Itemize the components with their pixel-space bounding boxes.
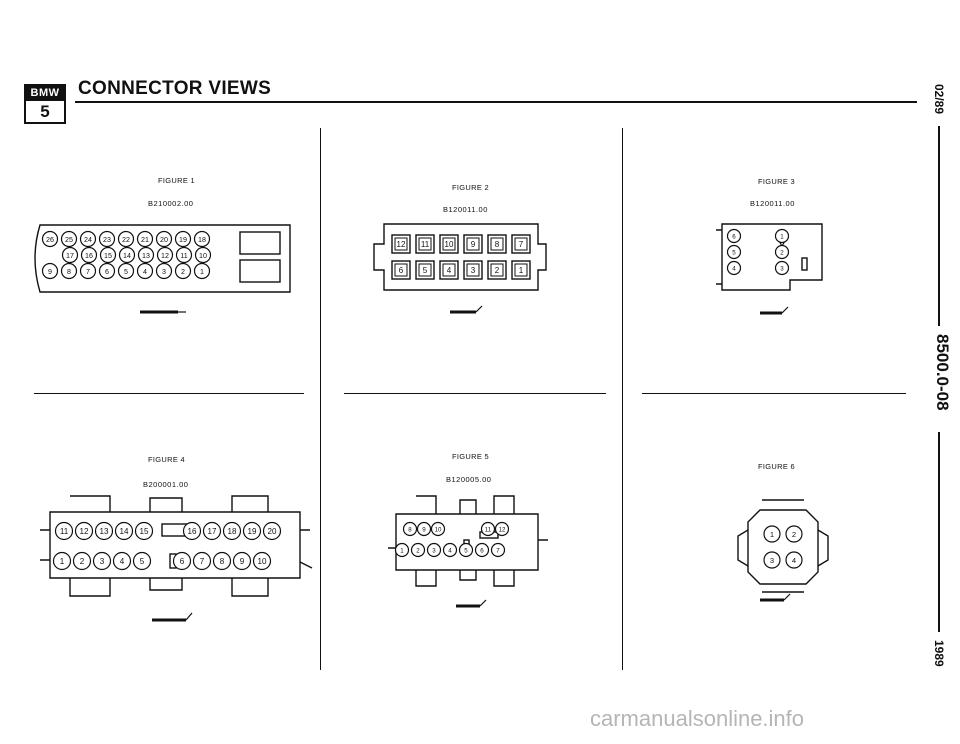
figure-4-pin-10 — [254, 553, 271, 570]
figure-2-connector — [374, 224, 546, 290]
figure-1-pin-6 — [100, 264, 115, 279]
svg-text:13: 13 — [99, 527, 109, 537]
svg-text:17: 17 — [207, 527, 217, 537]
svg-text:19: 19 — [247, 527, 257, 537]
figure-1-pin-17 — [63, 248, 78, 263]
figure-4-pin-16 — [184, 523, 201, 540]
figure-4-pin-2 — [74, 553, 91, 570]
svg-text:12: 12 — [498, 526, 506, 534]
svg-text:2: 2 — [780, 249, 784, 257]
svg-text:9: 9 — [422, 526, 426, 534]
svg-text:2: 2 — [791, 530, 797, 540]
figure-5-pin-2 — [412, 544, 425, 557]
figure-1-pin-22 — [119, 232, 134, 247]
figure-1-pin-2 — [176, 264, 191, 279]
figure-2-label: FIGURE 2 — [452, 183, 489, 192]
svg-text:16: 16 — [187, 527, 197, 537]
svg-text:11: 11 — [180, 251, 188, 260]
page-title: CONNECTOR VIEWS — [78, 78, 272, 99]
figure-4-pin-19 — [244, 523, 261, 540]
svg-text:6: 6 — [179, 557, 185, 567]
figure-4-pin-17 — [204, 523, 221, 540]
figure-1-pin-5 — [119, 264, 134, 279]
figure-1-pin-15 — [101, 248, 116, 263]
figure-1-pin-18 — [195, 232, 210, 247]
figure-4-code: B200001.00 — [143, 480, 189, 489]
svg-text:10: 10 — [434, 526, 442, 534]
figure-4-pin-8 — [214, 553, 231, 570]
svg-text:16: 16 — [85, 251, 93, 260]
svg-text:3: 3 — [99, 557, 105, 567]
figure-5-pin-6 — [476, 544, 489, 557]
svg-text:25: 25 — [65, 235, 73, 244]
svg-text:5: 5 — [422, 266, 428, 275]
figure-1-pin-23 — [100, 232, 115, 247]
figure-2-code: B120011.00 — [443, 205, 488, 214]
svg-text:5: 5 — [124, 267, 128, 276]
figure-1-pin-3 — [157, 264, 172, 279]
figure-1-pin-10 — [196, 248, 211, 263]
figure-3-pin-6 — [728, 230, 741, 243]
figure-5-pin-10 — [432, 523, 445, 536]
svg-text:20: 20 — [267, 527, 277, 537]
svg-text:9: 9 — [239, 557, 245, 567]
figure-6-connector — [738, 500, 828, 592]
figure-1-pin-12 — [158, 248, 173, 263]
svg-text:17: 17 — [66, 251, 74, 260]
svg-text:4: 4 — [119, 557, 125, 567]
svg-text:1: 1 — [780, 233, 784, 241]
svg-text:7: 7 — [518, 240, 524, 249]
svg-text:14: 14 — [123, 251, 131, 260]
figure-1-pin-21 — [138, 232, 153, 247]
figure-2-pin-7 — [512, 235, 530, 253]
svg-text:6: 6 — [398, 266, 404, 275]
margin-doc-number: 8500.0-08 — [933, 334, 952, 411]
figure-4-pin-11 — [56, 523, 73, 540]
figure-1-pin-20 — [157, 232, 172, 247]
logo-series: 5 — [40, 102, 50, 121]
figure-1-pin-4 — [138, 264, 153, 279]
svg-text:18: 18 — [227, 527, 237, 537]
svg-text:1: 1 — [400, 547, 404, 555]
figure-6-pin-4 — [786, 552, 802, 568]
figure-5-label: FIGURE 5 — [452, 452, 489, 461]
connector-pins — [43, 230, 803, 570]
svg-text:3: 3 — [432, 547, 436, 555]
figure-2-pin-11 — [416, 235, 434, 253]
svg-text:3: 3 — [780, 265, 784, 273]
svg-text:4: 4 — [143, 267, 147, 276]
figure-3-pin-4 — [728, 262, 741, 275]
svg-text:5: 5 — [732, 249, 736, 257]
svg-text:8: 8 — [67, 267, 71, 276]
figure-3-pin-5 — [728, 246, 741, 259]
figure-1-pin-11 — [177, 248, 192, 263]
logo-brand: BMW — [26, 86, 64, 101]
svg-text:21: 21 — [141, 235, 149, 244]
svg-text:2: 2 — [416, 547, 420, 555]
figure-6-label: FIGURE 6 — [758, 462, 795, 471]
svg-text:7: 7 — [86, 267, 90, 276]
figure-2-pin-3 — [464, 261, 482, 279]
figure-4-pin-14 — [116, 523, 133, 540]
figure-1-pin-14 — [120, 248, 135, 263]
svg-text:11: 11 — [484, 526, 492, 534]
figure-1-pin-7 — [81, 264, 96, 279]
figure-4-pin-18 — [224, 523, 241, 540]
figure-1-pin-16 — [82, 248, 97, 263]
svg-text:4: 4 — [448, 547, 452, 555]
svg-text:11: 11 — [420, 240, 430, 249]
figure-4-label: FIGURE 4 — [148, 455, 185, 464]
svg-text:1: 1 — [59, 557, 65, 567]
figure-5-pin-5 — [460, 544, 473, 557]
svg-text:26: 26 — [46, 235, 54, 244]
svg-text:12: 12 — [396, 240, 406, 249]
figure-4-pin-12 — [76, 523, 93, 540]
figure-4-pin-20 — [264, 523, 281, 540]
figure-3-label: FIGURE 3 — [758, 177, 795, 186]
svg-text:15: 15 — [139, 527, 149, 537]
figure-1-code: B210002.00 — [148, 199, 194, 208]
figure-4-pin-4 — [114, 553, 131, 570]
figure-1-pin-13 — [139, 248, 154, 263]
svg-text:6: 6 — [105, 267, 109, 276]
figure-2-pin-12 — [392, 235, 410, 253]
figure-4-pin-6 — [174, 553, 191, 570]
svg-text:18: 18 — [198, 235, 206, 244]
figure-2-pin-2 — [488, 261, 506, 279]
figure-5-pin-11 — [482, 523, 495, 536]
svg-text:24: 24 — [84, 235, 92, 244]
figure-2-pin-6 — [392, 261, 410, 279]
watermark: carmanualsonline.info — [590, 706, 805, 731]
figure-5-pin-7 — [492, 544, 505, 557]
svg-text:7: 7 — [496, 547, 500, 555]
svg-text:12: 12 — [161, 251, 169, 260]
svg-text:15: 15 — [104, 251, 112, 260]
svg-text:2: 2 — [181, 267, 185, 276]
figure-2-pin-9 — [464, 235, 482, 253]
svg-text:8: 8 — [219, 557, 225, 567]
svg-text:19: 19 — [179, 235, 187, 244]
svg-text:10: 10 — [257, 557, 267, 567]
svg-text:5: 5 — [464, 547, 468, 555]
svg-text:9: 9 — [470, 240, 476, 249]
svg-text:2: 2 — [494, 266, 500, 275]
svg-text:6: 6 — [480, 547, 484, 555]
figure-2-pin-10 — [440, 235, 458, 253]
figure-5-code: B120005.00 — [446, 475, 492, 484]
figure-4-pin-15 — [136, 523, 153, 540]
figure-1-pin-9 — [43, 264, 58, 279]
figure-4-pin-13 — [96, 523, 113, 540]
figure-5-pin-12 — [496, 523, 509, 536]
figure-1-pin-19 — [176, 232, 191, 247]
svg-text:4: 4 — [446, 266, 452, 275]
svg-text:8: 8 — [408, 526, 412, 534]
figure-6-pin-3 — [764, 552, 780, 568]
figure-1-pin-8 — [62, 264, 77, 279]
figure-5-pin-8 — [404, 523, 417, 536]
svg-text:14: 14 — [119, 527, 129, 537]
figure-3-code: B120011.00 — [750, 199, 795, 208]
figure-5-connector — [388, 496, 548, 586]
svg-text:20: 20 — [160, 235, 168, 244]
figure-3-pin-3 — [776, 262, 789, 275]
figure-2-pin-5 — [416, 261, 434, 279]
svg-text:23: 23 — [103, 235, 111, 244]
figure-6-pin-1 — [764, 526, 780, 542]
svg-text:13: 13 — [142, 251, 150, 260]
figure-1-pin-26 — [43, 232, 58, 247]
figure-1-pin-25 — [62, 232, 77, 247]
svg-text:9: 9 — [48, 267, 52, 276]
svg-text:5: 5 — [139, 557, 145, 567]
svg-text:10: 10 — [444, 240, 454, 249]
svg-text:6: 6 — [732, 233, 736, 241]
figure-1-pin-24 — [81, 232, 96, 247]
figure-2-pin-1 — [512, 261, 530, 279]
svg-text:2: 2 — [79, 557, 85, 567]
svg-text:1: 1 — [200, 267, 204, 276]
figure-4-pin-5 — [134, 553, 151, 570]
figure-4-connector — [40, 496, 312, 596]
margin-date: 02/89 — [932, 84, 946, 115]
svg-text:11: 11 — [59, 527, 69, 537]
svg-text:10: 10 — [199, 251, 207, 260]
figure-4-pin-3 — [94, 553, 111, 570]
figure-3-pin-2 — [776, 246, 789, 259]
figure-2-pin-4 — [440, 261, 458, 279]
svg-text:22: 22 — [122, 235, 130, 244]
figure-4-pin-7 — [194, 553, 211, 570]
svg-text:4: 4 — [732, 265, 736, 273]
figure-5-pin-1 — [396, 544, 409, 557]
svg-text:4: 4 — [791, 556, 797, 566]
svg-text:3: 3 — [470, 266, 476, 275]
svg-text:3: 3 — [162, 267, 166, 276]
svg-text:3: 3 — [769, 556, 775, 566]
figure-1-pin-1 — [195, 264, 210, 279]
svg-text:8: 8 — [494, 240, 500, 249]
figure-4-pin-9 — [234, 553, 251, 570]
figure-3-pin-1 — [776, 230, 789, 243]
figure-5-pin-4 — [444, 544, 457, 557]
svg-text:12: 12 — [79, 527, 89, 537]
figure-1-label: FIGURE 1 — [158, 176, 195, 185]
svg-text:1: 1 — [769, 530, 775, 540]
figure-5-pin-9 — [418, 523, 431, 536]
figure-5-pin-3 — [428, 544, 441, 557]
svg-text:1: 1 — [518, 266, 524, 275]
margin-year: 1989 — [932, 640, 946, 667]
figure-2-pin-8 — [488, 235, 506, 253]
svg-text:7: 7 — [199, 557, 205, 567]
figure-4-pin-1 — [54, 553, 71, 570]
figure-6-pin-2 — [786, 526, 802, 542]
